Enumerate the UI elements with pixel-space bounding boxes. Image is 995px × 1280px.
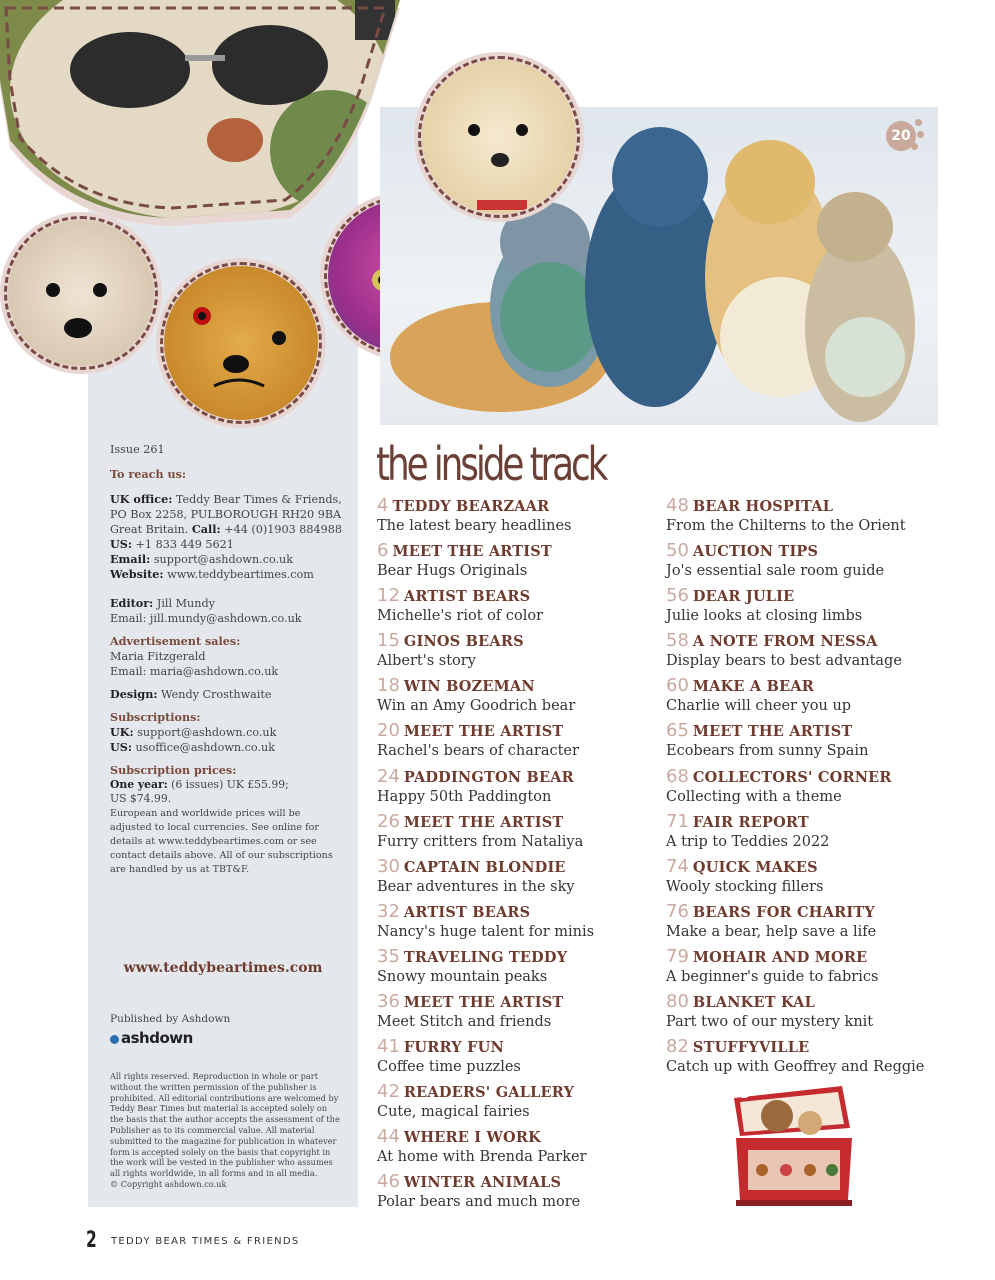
gift-box-illustration [722, 1078, 862, 1210]
published-by: Published by Ashdown [110, 1013, 231, 1025]
entry-page-number: 68 [666, 765, 689, 787]
entry-title: TEDDY BEARZAAR [392, 498, 550, 515]
contents-entry[interactable] [666, 496, 956, 541]
entry-title: BLANKET KAL [692, 994, 816, 1012]
contents-entry[interactable] [666, 992, 956, 1037]
entry-title: BEAR HOSPITAL [692, 498, 834, 515]
editor-block: Editor: Jill Mundy Email: jill.mundy@ashdown.co.uk [110, 596, 302, 625]
entry-description: Meet Stitch and friends [377, 1014, 552, 1031]
masthead-info [110, 442, 345, 884]
entry-heading [377, 812, 667, 833]
entry-description: Win an Amy Goodrich bear [377, 698, 576, 715]
entry-page-number: 48 [666, 495, 689, 516]
contact-heading: To reach us: [110, 467, 187, 481]
entry-heading [377, 496, 667, 517]
entry-page-number: 32 [377, 900, 400, 922]
entry-title: QUICK MAKES [692, 858, 818, 876]
entry-description: Bear adventures in the sky [377, 878, 575, 895]
entry-page-number: 36 [377, 991, 400, 1013]
entry-page-number: 58 [666, 630, 689, 652]
entry-description: A trip to Teddies 2022 [666, 833, 830, 850]
entry-description: Catch up with Geoffrey and Reggie [666, 1059, 925, 1076]
contents-entry[interactable] [666, 857, 956, 902]
entry-description: Make a bear, help save a life [666, 923, 877, 940]
entry-title: BEARS FOR CHARITY [692, 903, 875, 921]
entry-title: MEET THE ARTIST [692, 723, 853, 741]
entry-page-number: 82 [666, 1036, 689, 1058]
subscriptions-block: Subscriptions: UK: support@ashdown.co.uk US: usoffice@ashdown.co.uk [110, 710, 277, 754]
contents-entry[interactable] [377, 857, 667, 902]
contents-entry[interactable] [377, 721, 667, 766]
entry-heading [377, 586, 667, 607]
entry-page-number: 42 [377, 1081, 400, 1103]
contents-entry[interactable] [666, 767, 956, 812]
footer-page-number: 2 [86, 1228, 97, 1253]
entry-page-number: 15 [377, 630, 400, 652]
entry-heading [666, 947, 956, 968]
entry-heading [666, 767, 956, 788]
contents-entry[interactable] [377, 947, 667, 992]
entry-description: Nancy's huge talent for minis [377, 923, 595, 940]
contents-column-left [377, 496, 667, 1218]
entry-description: Polar bears and much more [377, 1194, 581, 1211]
entry-title: MOHAIR AND MORE [692, 948, 868, 966]
entry-description: Cute, magical fairies [377, 1104, 530, 1121]
entry-heading [666, 902, 956, 923]
entry-heading [377, 947, 667, 968]
entry-title: ARTIST BEARS [403, 588, 531, 606]
contents-entry[interactable] [377, 1127, 667, 1172]
entry-heading [666, 857, 956, 878]
entry-description: Rachel's bears of character [377, 743, 579, 760]
footer-magazine-name: TEDDY BEAR TIMES & FRIENDS [111, 1236, 300, 1247]
entry-title: ARTIST BEARS [403, 903, 531, 921]
entry-heading [377, 857, 667, 878]
entry-page-number: 76 [666, 900, 689, 922]
ashdown-logo: ashdown [110, 1029, 193, 1047]
contents-entry[interactable] [666, 631, 956, 676]
prices-block: Subscription prices: One year: (6 issues) UK £55.99; US $74.99. European and worldwide prices will be adjusted to local currencies. See online for details at www.teddybeartimes.com or see contact details above. All of our subscriptions are handled by us at TBT&F. [110, 763, 333, 875]
entry-title: MEET THE ARTIST [392, 543, 552, 561]
entry-page-number: 71 [666, 810, 689, 832]
entry-title: FURRY FUN [403, 1039, 504, 1057]
entry-heading [377, 541, 667, 562]
entry-title: PADDINGTON BEAR [403, 768, 574, 786]
contents-entry[interactable] [377, 1082, 667, 1127]
paw-dot-icon [917, 131, 924, 138]
entry-description: A beginner's guide to fabrics [666, 968, 879, 985]
entry-title: MEET THE ARTIST [403, 723, 564, 741]
entry-title: STUFFYVILLE [692, 1039, 810, 1057]
section-title: the inside track [376, 437, 606, 491]
entry-page-number: 4 [377, 495, 389, 516]
contents-entry[interactable] [377, 586, 667, 631]
entry-heading [377, 1082, 667, 1103]
bear-circle-photo-3 [414, 52, 584, 222]
entry-title: FAIR REPORT [692, 813, 809, 831]
entry-description: Julie looks at closing limbs [666, 608, 863, 625]
entry-page-number: 44 [377, 1126, 400, 1148]
entry-title: TRAVELING TEDDY [403, 948, 568, 966]
entry-title: DEAR JULIE [692, 588, 795, 606]
entry-heading [666, 1037, 956, 1058]
entry-heading [666, 676, 956, 697]
entry-description: Bear Hugs Originals [377, 563, 528, 580]
entry-description: From the Chilterns to the Orient [666, 518, 906, 534]
page-number-badge: 20 [886, 121, 916, 151]
entry-description: Happy 50th Paddington [377, 788, 552, 805]
entry-heading [377, 767, 667, 788]
contents-entry[interactable] [666, 1037, 956, 1082]
entry-heading [377, 676, 667, 697]
entry-page-number: 79 [666, 945, 689, 967]
contact-block: UK office: Teddy Bear Times & Friends, PO Box 2258, PULBOROUGH RH20 9BA Great Britain. Call: +44 (0)1903 884988 US: +1 833 449 5621 Email: support@ashdown.co.uk Website: www.teddybeartimes.com [110, 492, 342, 581]
contents-entry[interactable] [377, 1037, 667, 1082]
entry-page-number: 26 [377, 810, 400, 832]
contents-entry[interactable] [377, 496, 667, 541]
entry-title: COLLECTORS' CORNER [692, 768, 892, 786]
entry-description: The latest beary headlines [377, 518, 572, 534]
entry-heading [377, 1172, 667, 1193]
entry-page-number: 60 [666, 675, 689, 697]
contents-entry[interactable] [377, 1172, 667, 1217]
copyright: © Copyright ashdown.co.uk [110, 1178, 227, 1189]
rights-notice: All rights reserved. Reproduction in whole or part without the written permission of the publisher is prohibited. All editorial contributions are welcomed by Teddy Bear Times but material is accepted solely on the basis that the author accepts the assessment of the Publisher as to its commercial value. All material submitted to the magazine for publication in whatever form is accepted solely on the basis that copyright in the work will be vested in the publisher who assumes all rights worldwide, in all forms and in all media. © Copyright ashdown.co.uk [110, 1071, 340, 1189]
entry-heading [666, 541, 956, 562]
entry-page-number: 24 [377, 765, 400, 787]
contents-entry[interactable] [666, 902, 956, 947]
contents-entry[interactable] [666, 676, 956, 721]
entry-heading [666, 812, 956, 833]
issue-number: Issue 261 [110, 443, 165, 456]
contents-entry[interactable] [666, 586, 956, 631]
entry-title: MAKE A BEAR [692, 678, 815, 696]
entry-title: MEET THE ARTIST [403, 813, 564, 831]
entry-description: Wooly stocking fillers [666, 878, 824, 895]
entry-title: WINTER ANIMALS [403, 1174, 562, 1192]
entry-page-number: 65 [666, 720, 689, 742]
contents-entry[interactable] [666, 541, 956, 586]
entry-heading [666, 496, 956, 517]
contents-entry[interactable] [377, 902, 667, 947]
entry-description: Jo's essential sale room guide [666, 563, 885, 580]
advertising-block: Advertisement sales: Maria Fitzgerald Email: maria@ashdown.co.uk [110, 634, 279, 678]
entry-description: Charlie will cheer you up [666, 698, 852, 715]
entry-description: Michelle's riot of color [377, 608, 544, 625]
entry-description: Coffee time puzzles [377, 1059, 521, 1076]
entry-page-number: 74 [666, 855, 689, 877]
entry-description: Snowy mountain peaks [377, 968, 548, 985]
entry-title: GINOS BEARS [403, 633, 524, 651]
entry-page-number: 35 [377, 945, 400, 967]
contents-entry[interactable] [377, 541, 667, 586]
entry-heading [377, 902, 667, 923]
paw-dot-icon [915, 119, 922, 126]
website-link[interactable]: www.teddybeartimes.com [123, 960, 323, 976]
entry-page-number: 80 [666, 991, 689, 1013]
entry-heading [666, 992, 956, 1013]
entry-description: Albert's story [377, 653, 476, 670]
entry-title: A NOTE FROM NESSA [692, 633, 878, 651]
contents-entry[interactable] [377, 812, 667, 857]
entry-heading [666, 721, 956, 742]
entry-page-number: 6 [377, 540, 389, 562]
entry-heading [666, 631, 956, 652]
entry-heading [377, 631, 667, 652]
entry-description: Collecting with a theme [666, 788, 842, 805]
bear-circle-photo-1 [0, 212, 162, 374]
design-block: Design: Wendy Crosthwaite [110, 687, 272, 701]
entry-page-number: 30 [377, 855, 400, 877]
contents-entry[interactable] [666, 947, 956, 992]
entry-description: Part two of our mystery knit [666, 1014, 874, 1031]
entry-description: Furry critters from Nataliya [377, 833, 584, 850]
entry-title: WHERE I WORK [403, 1129, 541, 1147]
entry-heading [377, 1037, 667, 1058]
entry-description: At home with Brenda Parker [377, 1149, 587, 1166]
entry-title: CAPTAIN BLONDIE [403, 858, 566, 876]
contents-entry[interactable] [377, 767, 667, 812]
entry-title: READERS' GALLERY [403, 1084, 575, 1102]
contents-entry[interactable] [666, 721, 956, 766]
entry-description: Display bears to best advantage [666, 653, 902, 670]
bear-circle-photo-2 [156, 258, 326, 428]
entry-title: WIN BOZEMAN [403, 678, 535, 696]
entry-title: MEET THE ARTIST [403, 994, 564, 1012]
contents-entry[interactable] [377, 631, 667, 676]
contents-entry[interactable] [666, 812, 956, 857]
entry-page-number: 12 [377, 585, 400, 607]
entry-page-number: 46 [377, 1171, 400, 1193]
contents-entry[interactable] [377, 992, 667, 1037]
paw-dot-icon [911, 143, 918, 150]
contents-column-right [666, 496, 956, 1082]
entry-heading [377, 992, 667, 1013]
entry-heading [666, 586, 956, 607]
entry-page-number: 20 [377, 720, 400, 742]
entry-title: AUCTION TIPS [692, 543, 819, 561]
hero-bear-photo [0, 0, 400, 235]
entry-page-number: 18 [377, 675, 400, 697]
logo-dot-icon [110, 1035, 119, 1044]
entry-page-number: 56 [666, 585, 689, 607]
entry-description: Ecobears from sunny Spain [666, 743, 869, 760]
entry-heading [377, 1127, 667, 1148]
entry-page-number: 50 [666, 540, 689, 562]
entry-page-number: 41 [377, 1036, 400, 1058]
entry-heading [377, 721, 667, 742]
contents-entry[interactable] [377, 676, 667, 721]
